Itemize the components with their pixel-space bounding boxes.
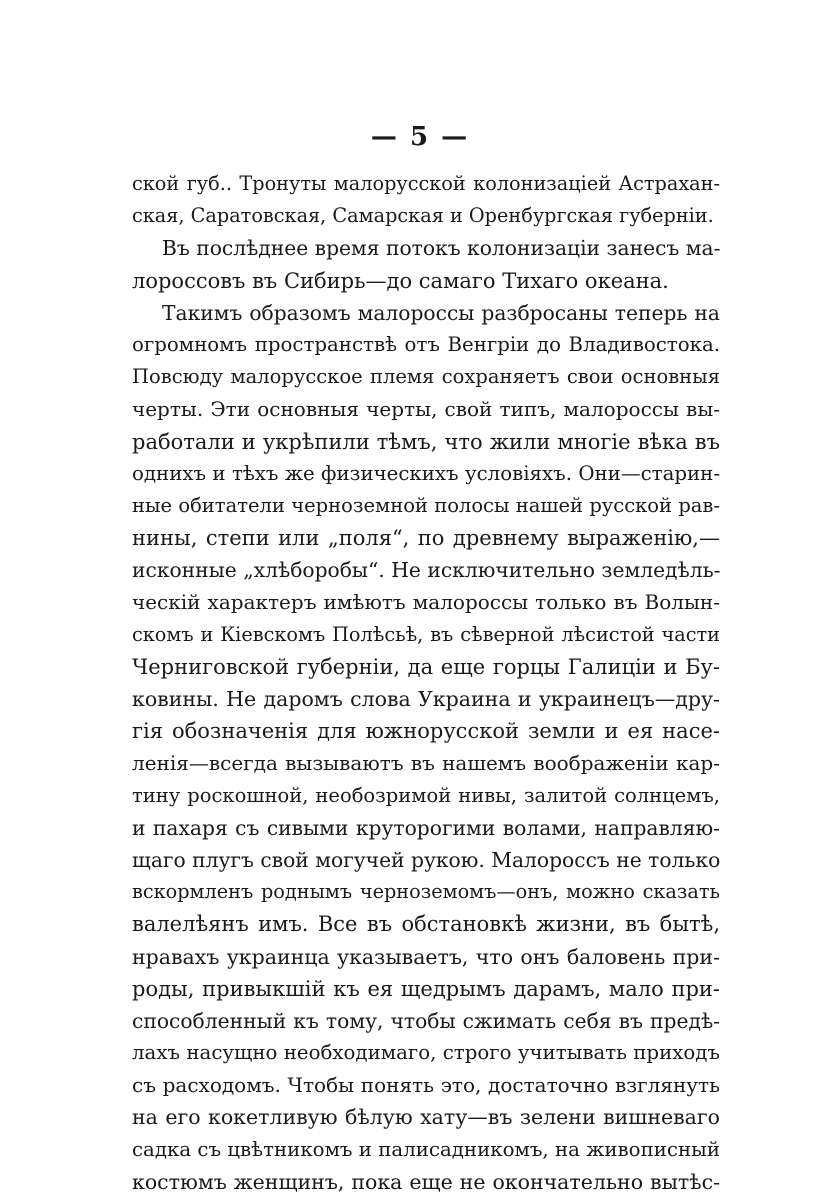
text-line: работали и укрѣпили тѣмъ, что жили многiе вѣка въ: [132, 429, 720, 454]
text-line: скомъ и Кiевскомъ Полѣсьѣ, въ сѣверной лѣсистой части: [132, 622, 720, 646]
text-line: роды, привыкшiй къ ея щедрымъ дарамъ, мало при-: [132, 976, 720, 1001]
text-line: Черниговской губернiи, да еще горцы Галицiи и Бу-: [132, 654, 720, 679]
page-number: — 5 —: [370, 122, 470, 152]
text-line: гiя обозначенiя для южнорусской земли и ея насе-: [132, 719, 720, 744]
text-line: способленный къ тому, чтобы сжимать себя въ предѣ-: [132, 1008, 720, 1033]
text-line: лороссовъ въ Сибирь—до самаго Тихаго океана.: [132, 268, 669, 293]
text-line: на его кокетливую бѣлую хату—въ зелени вишневаго: [132, 1105, 720, 1130]
text-line: черты. Эти основныя черты, свой типъ, малороссы вы-: [132, 397, 720, 422]
text-line: лахъ насущно необходимаго, строго учитывать приходъ: [132, 1041, 720, 1065]
body-text: [132, 168, 720, 1198]
text-line: ческiй характеръ имѣютъ малороссы только въ Волын-: [132, 590, 720, 615]
text-line: съ расходомъ. Чтобы понять это, достаточно взглянуть: [132, 1073, 720, 1098]
text-line: Такимъ образомъ малороссы разбросаны теперь на: [162, 300, 720, 325]
text-line: Въ послѣднее время потокъ колонизацiи занесъ ма-: [162, 236, 720, 261]
text-line: нравахъ украинца указываетъ, что онъ баловень при-: [132, 944, 720, 969]
text-line: огромномъ пространствѣ отъ Венгрiи до Владивостока.: [132, 332, 720, 356]
text-line: ные обитатели черноземной полосы нашей русской рав-: [132, 493, 720, 517]
text-line: и пахаря съ сивыми круторогими волами, направляю-: [132, 815, 720, 840]
text-line: нины, степи или „поля“, по древнему выраженiю,—: [132, 526, 720, 551]
text-line: исконные „хлѣборобы“. Не исключительно земледѣль-: [132, 558, 720, 583]
text-line: ковины. Не даромъ слова Украина и украинецъ—дру-: [132, 687, 720, 711]
text-line: костюмъ женщинъ, пока еще не окончательно вытѣс-: [132, 1169, 720, 1194]
text-line: однихъ и тѣхъ же физическихъ условiяхъ. Они—старин-: [132, 461, 720, 485]
text-line: тину роскошной, необозримой нивы, залитой солнцемъ,: [132, 783, 720, 807]
text-line: валелѣянъ имъ. Все въ обстановкѣ жизни, въ бытѣ,: [132, 912, 720, 937]
text-line: ской губ.. Тронуты малорусской колонизацiей Астрахан-: [132, 172, 720, 195]
text-line: щаго плугъ свой могучей рукою. Малороссъ не только: [132, 847, 720, 872]
text-line: садка съ цвѣтникомъ и палисадникомъ, на живописный: [132, 1137, 720, 1161]
text-line: Повсюду малорусское племя сохраняетъ свои основныя: [132, 365, 720, 389]
text-line: ленiя—всегда вызываютъ въ нашемъ воображенiи кар-: [132, 751, 720, 776]
text-line: вскормленъ роднымъ черноземомъ—онъ, можно сказать: [132, 880, 720, 904]
text-line: ская, Саратовская, Самарская и Оренбургская губернiи.: [132, 204, 714, 228]
